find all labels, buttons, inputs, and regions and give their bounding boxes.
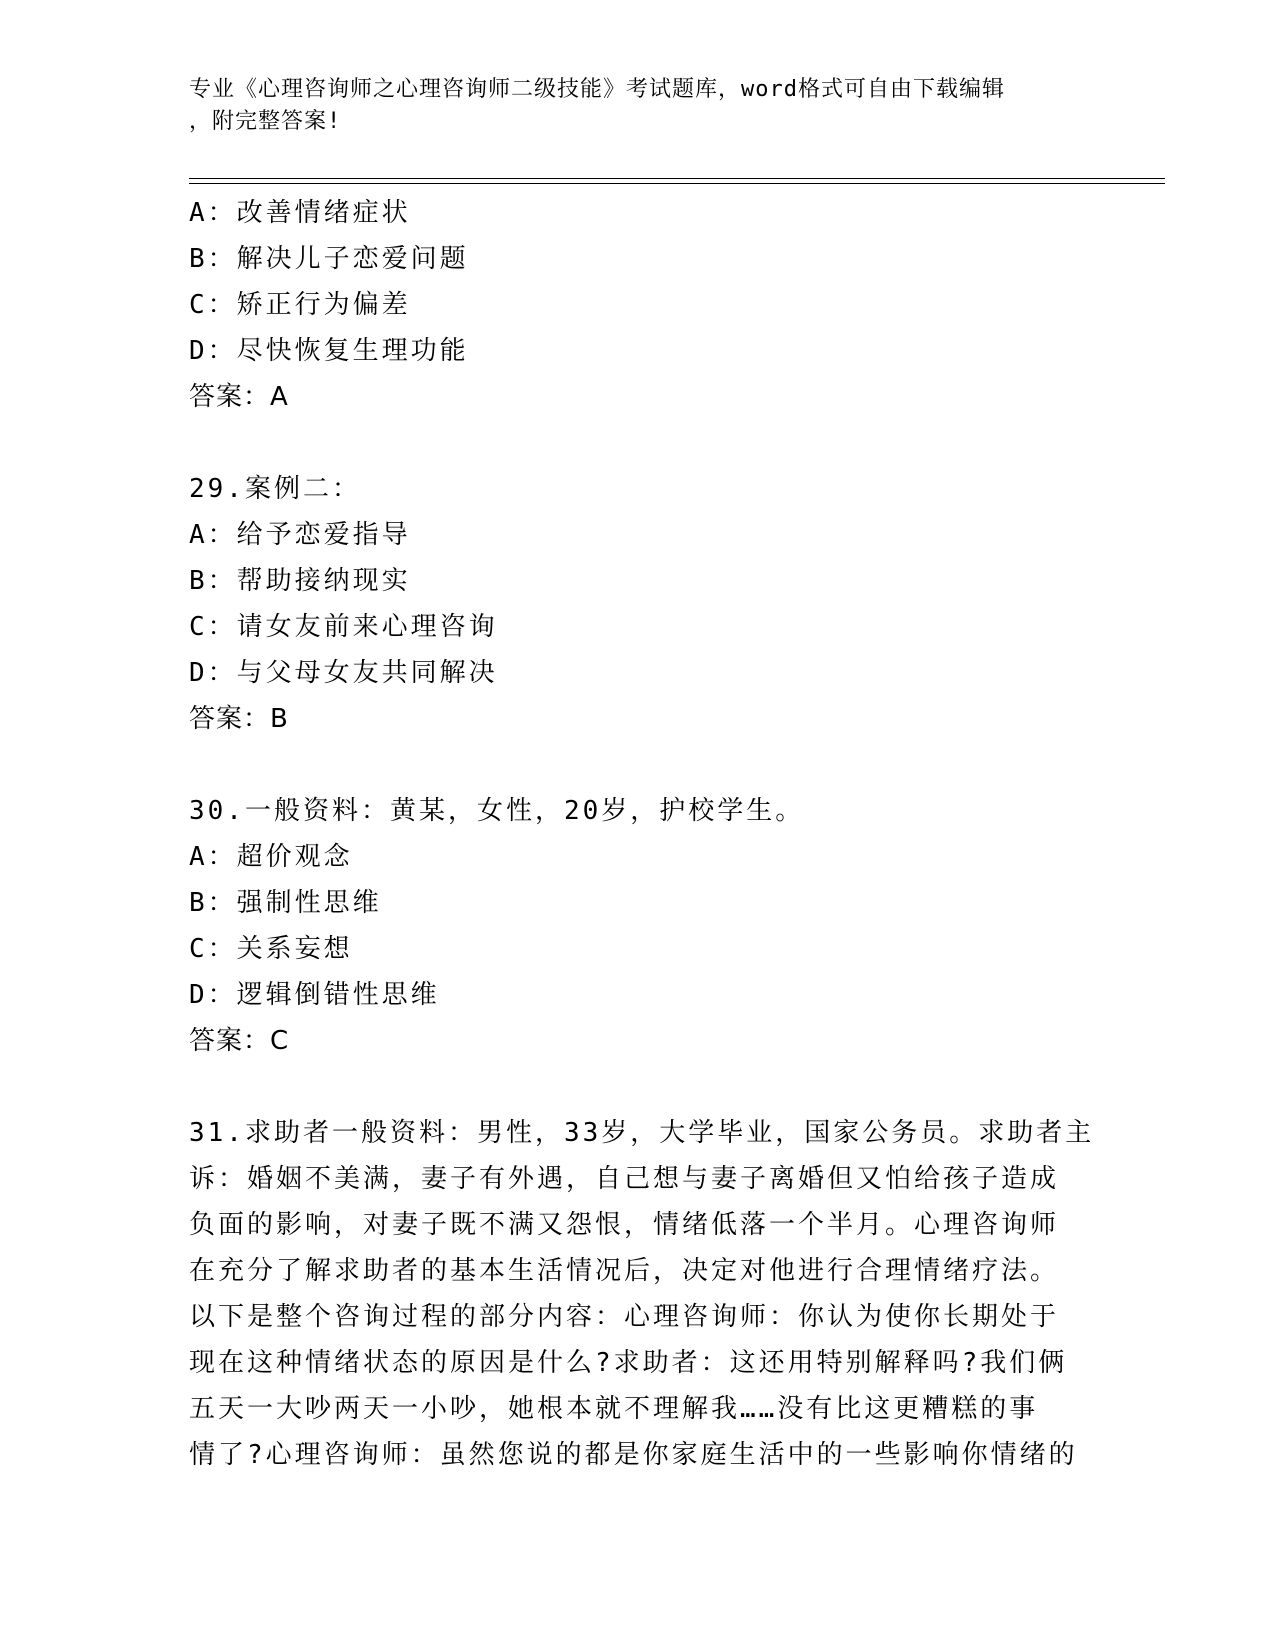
question-text-line: 诉：婚姻不美满，妻子有外遇，自己想与妻子离婚但又怕给孩子造成	[189, 1164, 1060, 1194]
document-body	[189, 190, 1095, 1478]
header-line-1: 专业《心理咨询师之心理咨询师二级技能》考试题库，word格式可自由下载编辑	[189, 77, 1005, 102]
option-c: C：矫正行为偏差	[189, 290, 411, 320]
option-a: A：给予恋爱指导	[189, 520, 411, 550]
answer: 答案：C	[189, 1026, 290, 1056]
document-header	[189, 74, 1089, 138]
option-c: C：请女友前来心理咨询	[189, 612, 498, 642]
option-d: D：与父母女友共同解决	[189, 658, 498, 688]
question-text-line: 现在这种情绪状态的原因是什么?求助者：这还用特别解释吗?我们俩	[189, 1348, 1068, 1378]
question-29	[189, 466, 1089, 742]
question-30	[189, 788, 1089, 1064]
spacer	[189, 420, 1089, 466]
option-a: A：改善情绪症状	[189, 198, 411, 228]
header-line-2: ，附完整答案!	[189, 109, 342, 134]
question-stem: 29.案例二：	[189, 474, 361, 504]
question-28	[189, 190, 1089, 420]
header-rule-top	[189, 178, 1165, 179]
question-stem: 30.一般资料：黄某，女性，20岁，护校学生。	[189, 796, 805, 826]
question-text-line: 情了?心理咨询师：虽然您说的都是你家庭生活中的一些影响你情绪的	[189, 1440, 1078, 1470]
question-text-line: 五天一大吵两天一小吵，她根本就不理解我……没有比这更糟糕的事	[189, 1394, 1039, 1424]
question-text-line: 负面的影响，对妻子既不满又怨恨，情绪低落一个半月。心理咨询师	[189, 1210, 1060, 1240]
option-d: D：尽快恢复生理功能	[189, 336, 469, 366]
answer: 答案：A	[189, 382, 289, 412]
question-text-line: 31.求助者一般资料：男性，33岁，大学毕业，国家公务员。求助者主	[189, 1118, 1095, 1148]
header-rule-bottom	[189, 183, 1165, 184]
option-b: B：强制性思维	[189, 888, 382, 918]
option-b: B：解决儿子恋爱问题	[189, 244, 469, 274]
option-d: D：逻辑倒错性思维	[189, 980, 440, 1010]
spacer	[189, 1064, 1089, 1110]
option-a: A：超价观念	[189, 842, 353, 872]
answer: 答案：B	[189, 704, 289, 734]
option-c: C：关系妄想	[189, 934, 353, 964]
question-31	[189, 1110, 1095, 1478]
spacer	[189, 742, 1089, 788]
question-text-line: 以下是整个咨询过程的部分内容：心理咨询师：你认为使你长期处于	[189, 1302, 1060, 1332]
question-text-line: 在充分了解求助者的基本生活情况后，决定对他进行合理情绪疗法。	[189, 1256, 1060, 1286]
option-b: B：帮助接纳现实	[189, 566, 411, 596]
